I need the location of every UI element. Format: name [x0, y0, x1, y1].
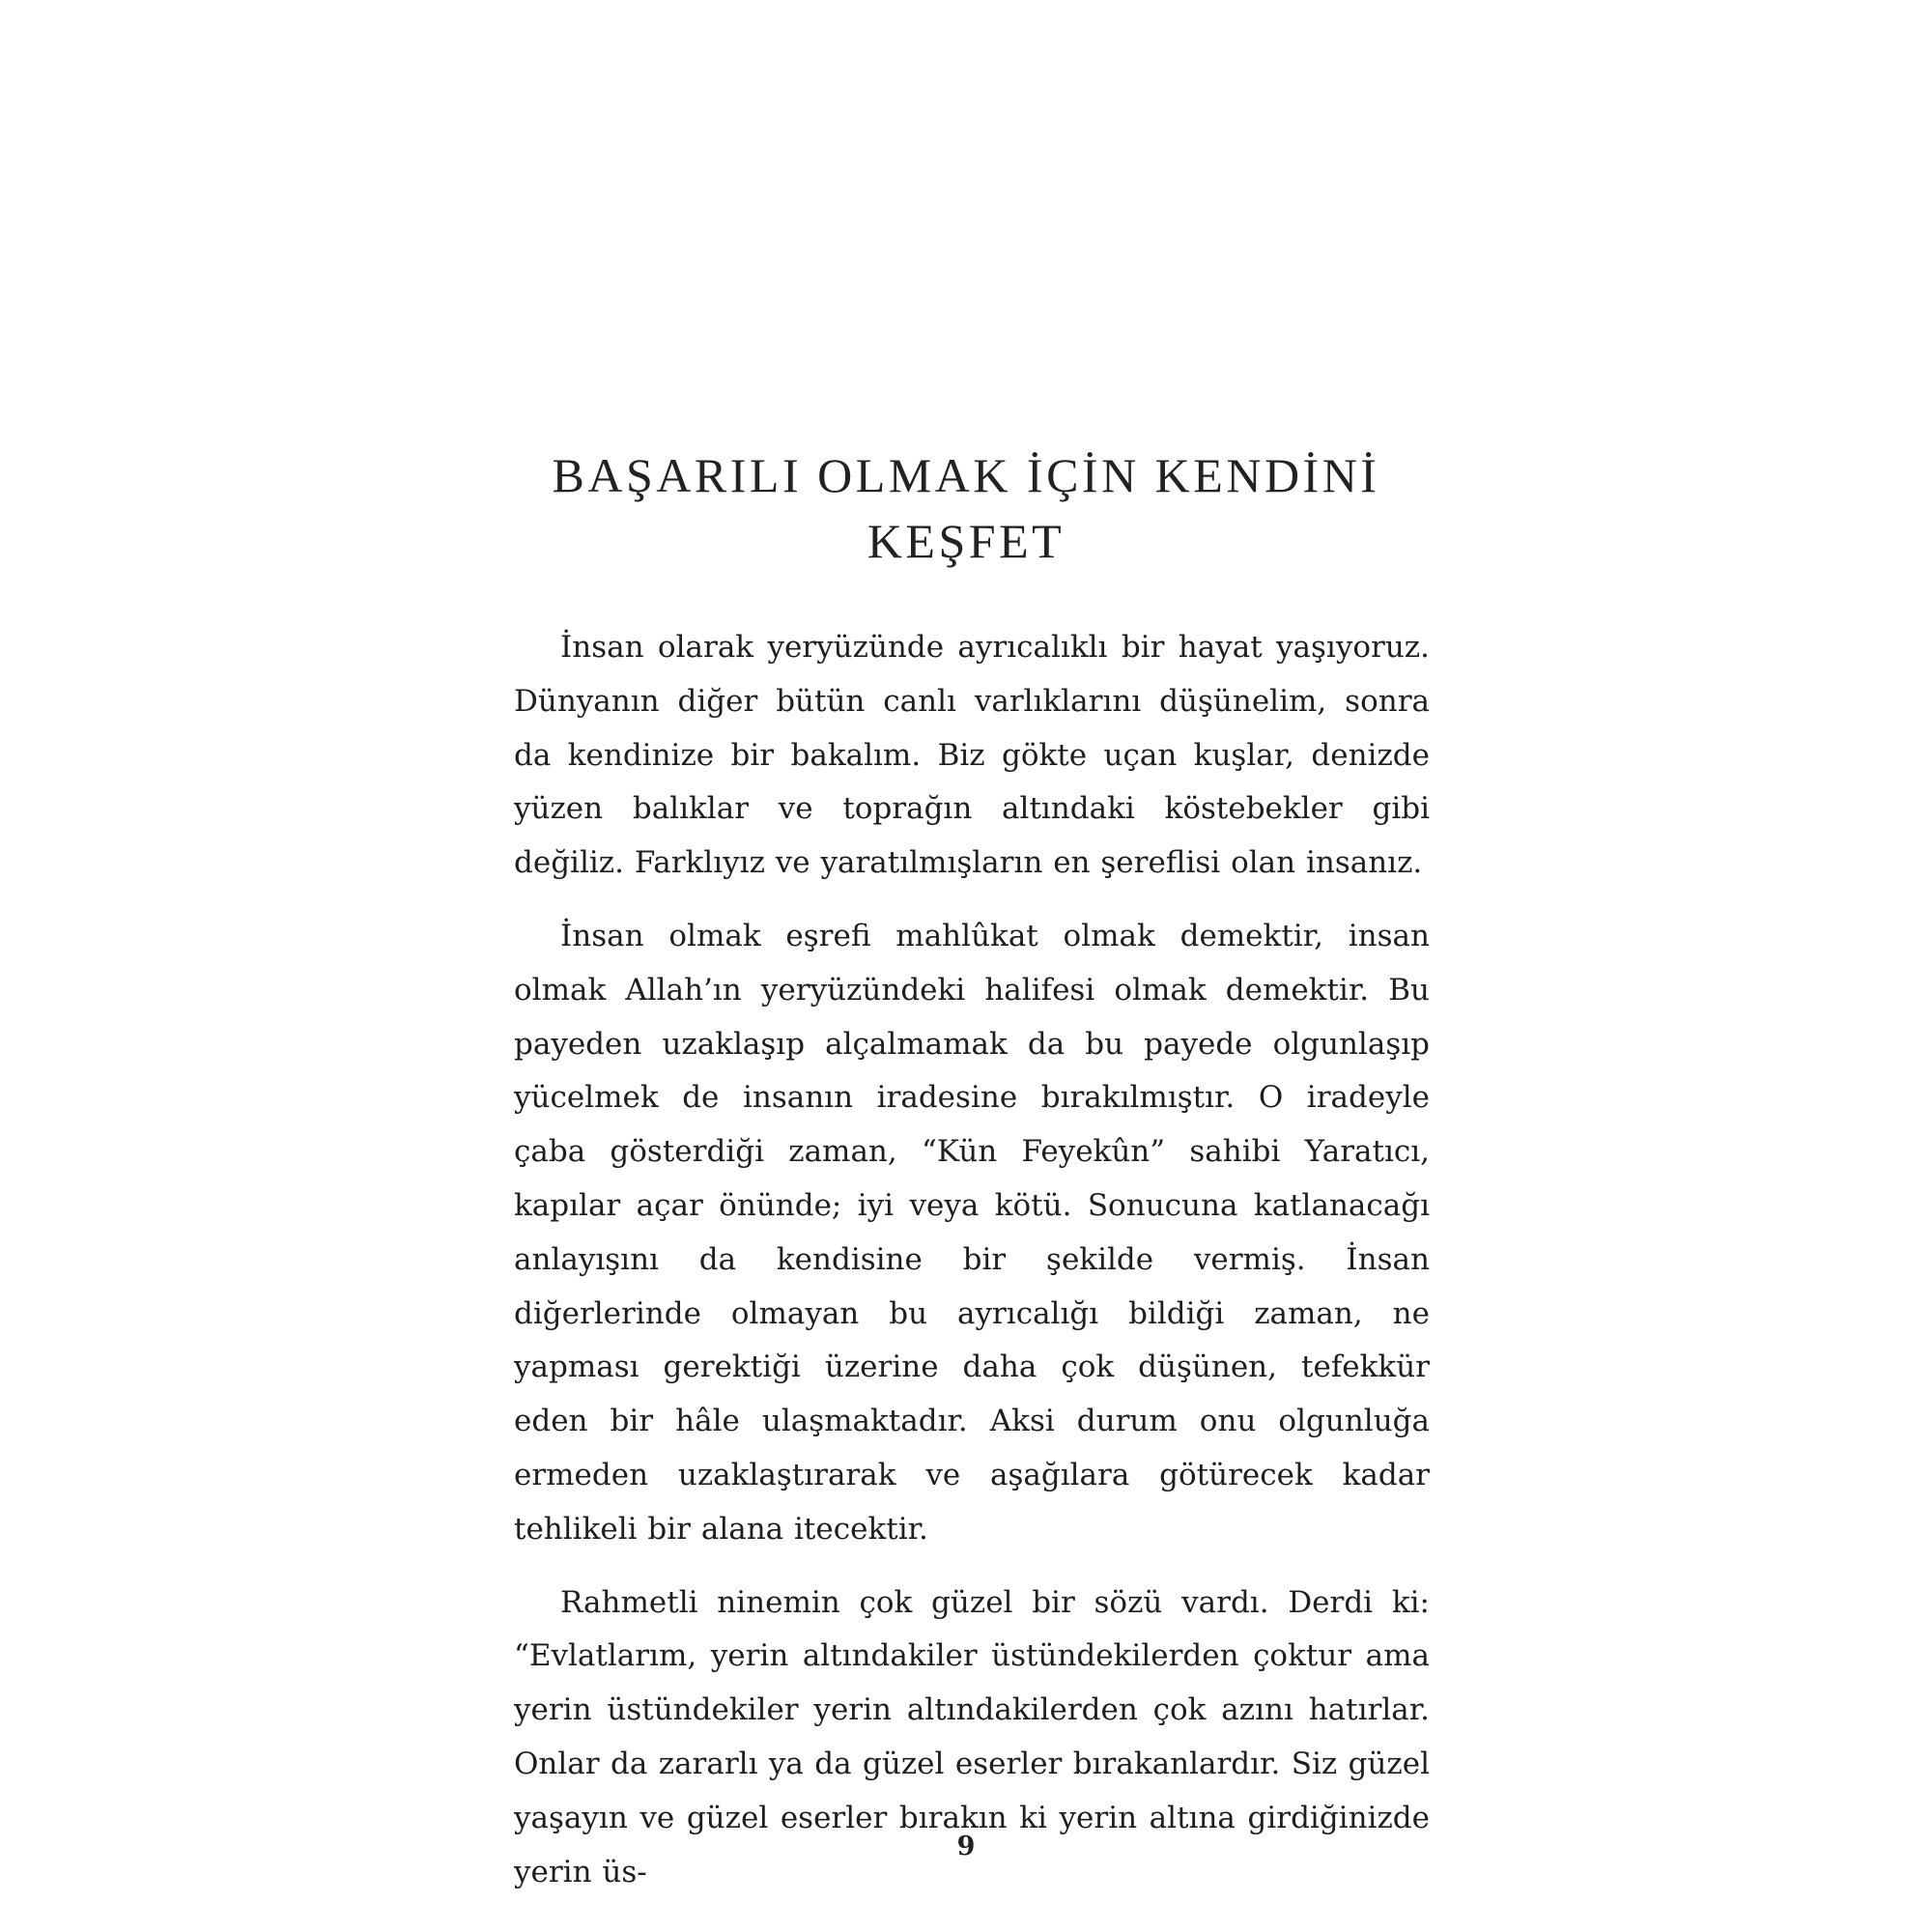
page-number: 9 — [956, 1832, 976, 1861]
paragraph-2: İnsan olmak eşrefi mahlûkat olmak demektir, insan olmak Allah’ın yeryüzündeki halifesi olmak demektir. Bu payeden uzaklaşıp alçalmamak da bu payede olgunlaşıp yücelmek de insanın iradesine bırakılmıştır. O iradeyle çaba gösterdiği zaman, “Kün Feyekûn” sahibi Yaratıcı, kapılar açar önünde; iyi veya kötü. Sonucuna katlanacağı anlayışını da kendisine bir şekilde vermiş. İnsan diğerlerinde olmayan bu ayrıcalığı bildiği zaman, ne yapması gerektiği üzerine daha çok düşünen, tefekkür eden bir hâle ulaşmaktadır. Aksi durum onu olgunluğa ermeden uzaklaştırarak ve aşağılara götürecek kadar tehlikeli bir alana itecektir. — [514, 918, 1430, 1547]
chapter-title — [502, 442, 1430, 574]
chapter-title-line-1: BAŞARILI OLMAK İÇİN KENDİNİ — [552, 448, 1380, 502]
body-text — [514, 621, 1430, 1918]
paragraph-1: İnsan olarak yeryüzünde ayrıcalıklı bir hayat yaşıyoruz. Dünyanın diğer bütün canlı varlıklarını düşünelim, sonra da kendinize bir bakalım. Biz gökte uçan kuşlar, denizde yüzen balıklar ve toprağın altındaki köstebekler gibi değiliz. Farklıyız ve yaratılmışların en şereflisi olan insanız. — [514, 630, 1430, 881]
chapter-title-line-2: KEŞFET — [867, 514, 1065, 568]
paragraph-3: Rahmetli ninemin çok güzel bir sözü vardı. Derdi ki: “Evlatlarım, yerin altındakiler üstündekilerden çoktur ama yerin üstündekiler yerin altındakilerden çok azını hatırlar. Onlar da zararlı ya da güzel eserler bırakanlardır. Siz güzel yaşayın ve güzel eserler bırakın ki yerin altına girdiğinizde yerin üs- — [514, 1584, 1430, 1889]
